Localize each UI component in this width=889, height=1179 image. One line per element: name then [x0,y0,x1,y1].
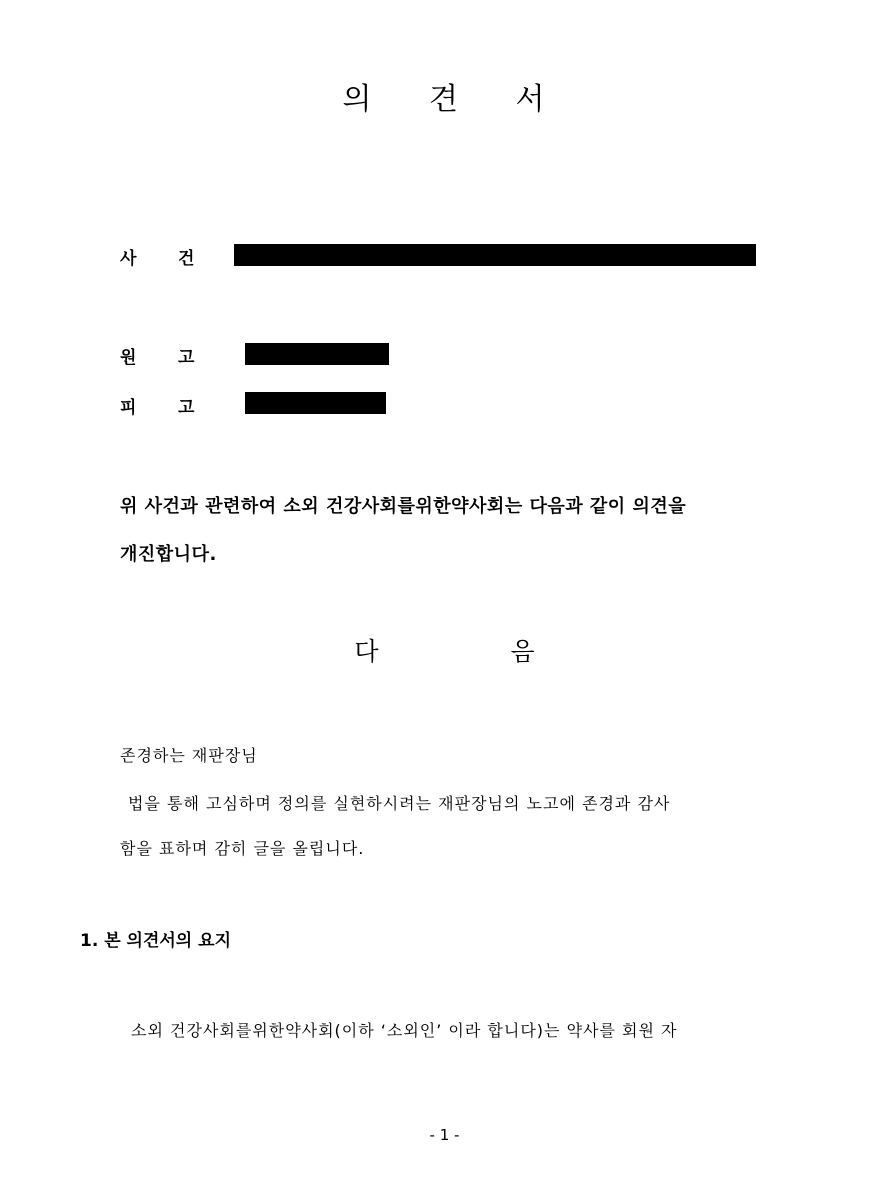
title-char-3: 서 [515,82,547,117]
greeting-line: 존경하는 재판장님 [120,746,258,765]
case-redaction-bar [234,244,756,266]
page-number: - 1 - [429,1126,460,1144]
case-label-char-1: 사 [120,249,137,269]
dagum-char-1: 다 [354,637,379,666]
plaintiff-redaction-bar [245,343,389,365]
section-1-line-1: 소외 건강사회를위한약사회(이하 ‘소외인’ 이라 합니다)는 약사를 회원 자 [131,1021,678,1040]
body-line-1: 법을 통해 고심하며 정의를 실현하시려는 재판장님의 노고에 존경과 감사 [128,794,671,813]
title-char-2: 견 [429,82,460,117]
case-label-char-2: 건 [178,249,195,269]
plaintiff-label-char-2: 고 [178,348,195,368]
title-char-1: 의 [342,82,374,117]
defendant-label [120,393,194,418]
defendant-redaction-bar [245,392,386,414]
intro-line-2: 개진합니다. [120,544,217,565]
body-line-2: 함을 표하며 감히 글을 올립니다. [120,839,365,858]
document-title [0,74,889,118]
defendant-label-char-1: 피 [120,398,137,418]
defendant-label-char-2: 고 [178,398,195,418]
plaintiff-label [120,343,194,368]
intro-line-1: 위 사건과 관련하여 소외 건강사회를위한약사회는 다음과 같이 의견을 [120,496,687,517]
case-label [120,244,194,269]
dagum-heading [0,632,889,668]
plaintiff-label-char-1: 원 [120,348,137,368]
dagum-char-2: 음 [510,637,535,666]
section-1-heading: 1. 본 의견서의 요지 [80,931,231,951]
